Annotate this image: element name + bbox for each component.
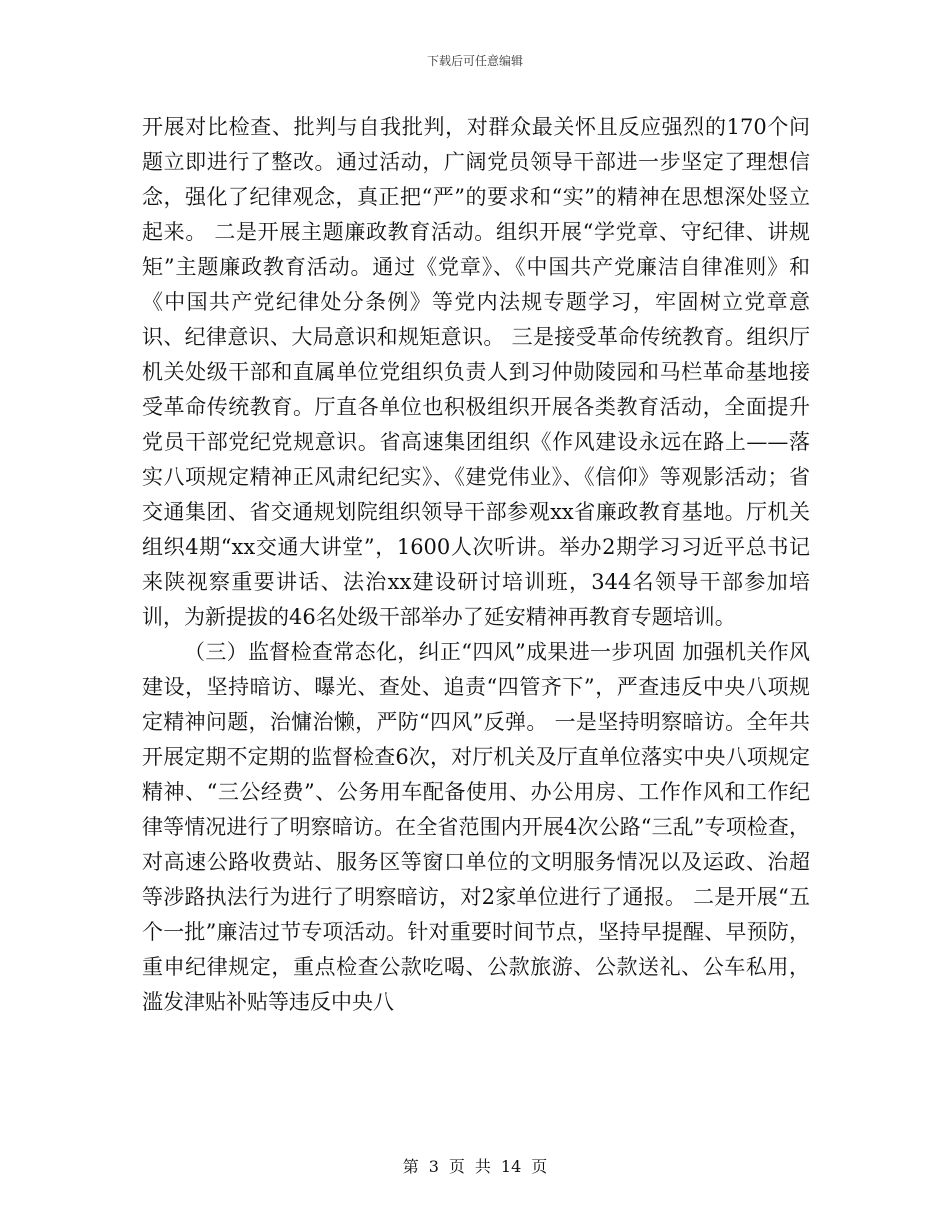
footer-suffix: 页 (531, 1157, 548, 1176)
paragraph-section-three: （三）监督检查常态化，纠正“四风”成果进一步巩固 加强机关作风建设，坚持暗访、曝光、查处、追责“四管齐下”，严查违反中央八项规定精神问题，治慵治懒，严防“四风”反弹。 一是坚持明察暗访。全年共开展定期不定期的监督检查6次，对厅机关及厅直单位落实中央八项规定精神、“三公经费”、公务用车配备使用、办公用房、工作作风和工作纪律等情况进行了明察暗访。在全省范围内开展4次公路“三乱”专项检查，对高速公路收费站、服务区等窗口单位的文明服务情况以及运政、治超等涉路执法行为进行了明察暗访，对2家单位进行了通报。 二是开展“五个一批”廉洁过节专项活动。针对重要时间节点，坚持早提醒、早预防，重申纪律规定，重点检查公款吃喝、公款旅游、公款送礼、公车私用，滥发津贴补贴等违反中央八 (142, 640, 810, 1014)
total-page-number: 14 (500, 1157, 522, 1176)
page-header-note: 下载后可任意编辑 (426, 54, 523, 68)
document-body (142, 110, 810, 1020)
footer-page-label: 页 (448, 1157, 465, 1176)
current-page-number: 3 (428, 1157, 439, 1176)
footer-prefix: 第 (402, 1157, 419, 1176)
footer-total-label: 共 (474, 1157, 491, 1176)
paragraph-continuation: 开展对比检查、批判与自我批判，对群众最关怀且反应强烈的170个问题立即进行了整改。通过活动，广阔党员领导干部进一步坚定了理想信念，强化了纪律观念，真正把“严”的要求和“实”的精神在思想深处竖立起来。 二是开展主题廉政教育活动。组织开展“学党章、守纪律、讲规矩”主题廉政教育活动。通过《党章》、《中国共产党廉洁自律准则》和《中国共产党纪律处分条例》等党内法规专题学习，牢固树立党章意识、纪律意识、大局意识和规矩意识。 三是接受革命传统教育。组织厅机关处级干部和直属单位党组织负责人到习仲勋陵园和马栏革命基地接受革命传统教育。厅直各单位也积极组织开展各类教育活动，全面提升党员干部党纪党规意识。省高速集团组织《作风建设永远在路上——落实八项规定精神正风肃纪纪实》、《建党伟业》、《信仰》等观影活动；省交通集团、省交通规划院组织领导干部参观xx省廉政教育基地。厅机关组织4期“xx交通大讲堂”，1600人次听讲。举办2期学习习近平总书记来陕视察重要讲话、法治xx建设研讨培训班，344名领导干部参加培训，为新提拔的46名处级干部举办了延安精神再教育专题培训。 (142, 115, 810, 629)
page-footer (0, 1154, 950, 1177)
